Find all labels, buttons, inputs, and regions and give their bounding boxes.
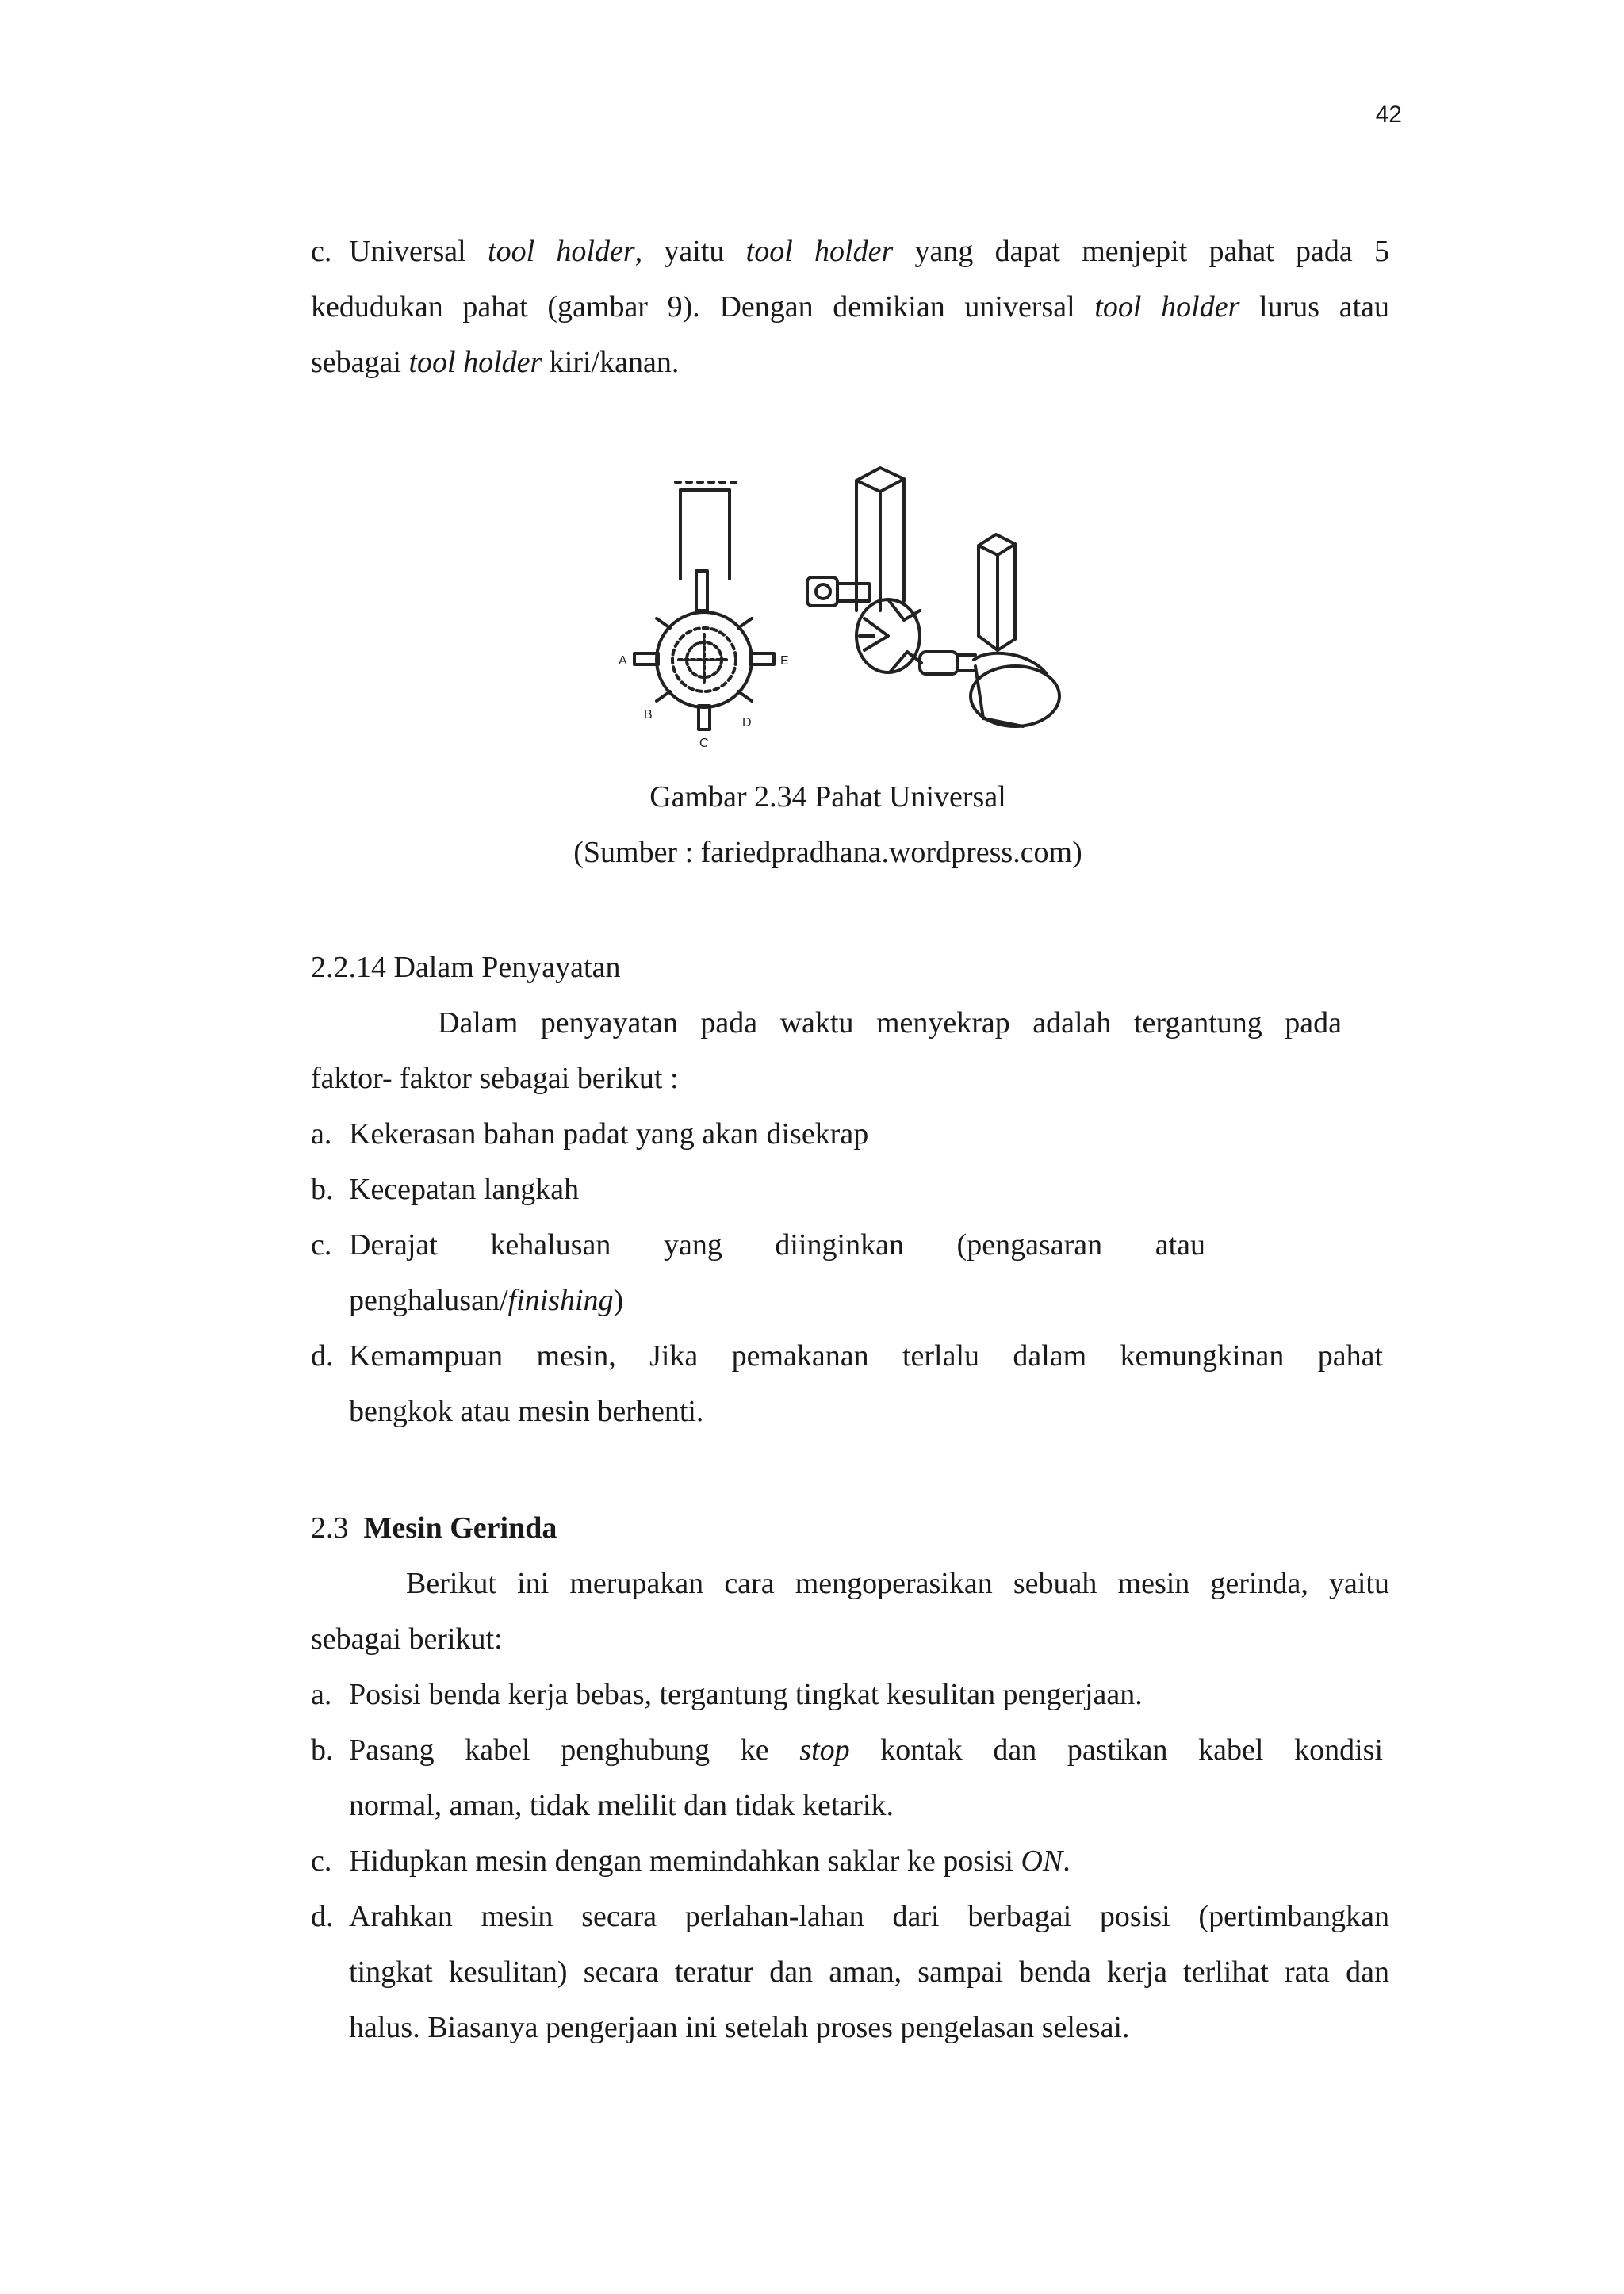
- figure-label-d: D: [742, 716, 752, 730]
- figure-source: (Sumber : fariedpradhana.wordpress.com): [573, 836, 1082, 869]
- section-2-3: [311, 1500, 1389, 2055]
- section-paragraph-line-2: faktor- faktor sebagai berikut :: [311, 1062, 679, 1095]
- intro-line-2: kedudukan pahat (gambar 9). Dengan demikian universal tool holder lurus atau: [311, 290, 1389, 324]
- list-marker: c.: [311, 235, 332, 268]
- list-item: d. Kemampuan mesin, Jika pemakanan terlalu dalam kemungkinan pahat: [311, 1339, 1383, 1373]
- section-heading: 2.2.14 Dalam Penyayatan: [311, 951, 621, 984]
- list-item: b. Kecepatan langkah: [311, 1173, 580, 1206]
- intro-line-3: sebagai tool holder kiri/kanan.: [311, 346, 680, 379]
- section-paragraph-line-1: Dalam penyayatan pada waktu menyekrap adalah tergantung pada: [438, 1006, 1342, 1040]
- figure-label-e: E: [780, 654, 789, 668]
- list-item: c. Hidupkan mesin dengan memindahkan saklar ke posisi ON.: [311, 1844, 1071, 1878]
- list-item: a. Posisi benda kerja bebas, tergantung tingkat kesulitan pengerjaan.: [311, 1678, 1143, 1711]
- list-item-continuation: halus. Biasanya pengerjaan ini setelah proses pengelasan selesai.: [349, 2011, 1130, 2044]
- list-item-continuation: tingkat kesulitan) secara teratur dan aman, sampai benda kerja terlihat rata dan: [349, 1955, 1389, 1989]
- figure-caption: Gambar 2.34 Pahat Universal: [649, 780, 1006, 814]
- section-2-2-14: [311, 940, 1389, 1439]
- figure-caption-block: [311, 769, 1345, 880]
- figure-label-a: A: [619, 654, 627, 668]
- figure-label-c: C: [699, 737, 709, 750]
- section-heading: [311, 1500, 1389, 1556]
- section-paragraph-line-2: sebagai berikut:: [311, 1622, 503, 1656]
- list-item: d. Arahkan mesin secara perlahan-lahan dari berbagai posisi (pertimbangkan: [311, 1900, 1389, 1933]
- list-item-continuation: penghalusan/finishing): [349, 1284, 624, 1317]
- section-number: 2.3: [311, 1511, 349, 1545]
- list-item-continuation: normal, aman, tidak melilit dan tidak ketarik.: [349, 1789, 894, 1822]
- list-item: b. Pasang kabel penghubung ke stop kontak dan pastikan kabel kondisi: [311, 1733, 1383, 1767]
- figure-label-b: B: [644, 708, 653, 722]
- intro-line-1: c. Universal tool holder, yaitu tool holder yang dapat menjepit pahat pada 5: [311, 224, 1389, 279]
- list-item-continuation: bengkok atau mesin berhenti.: [349, 1395, 704, 1428]
- section-title: Mesin Gerinda: [363, 1511, 557, 1545]
- list-item: a. Kekerasan bahan padat yang akan disekrap: [311, 1117, 869, 1151]
- universal-tool-holder-illustration: [603, 452, 1110, 761]
- intro-item: [311, 224, 1389, 390]
- list-item: c. Derajat kehalusan yang diinginkan (pengasaran atau: [311, 1228, 1205, 1262]
- section-paragraph-line-1: Berikut ini merupakan cara mengoperasikan sebuah mesin gerinda, yaitu: [406, 1567, 1389, 1600]
- universal-tool-holder-figure: [603, 452, 1110, 761]
- page-number: 42: [1375, 101, 1402, 128]
